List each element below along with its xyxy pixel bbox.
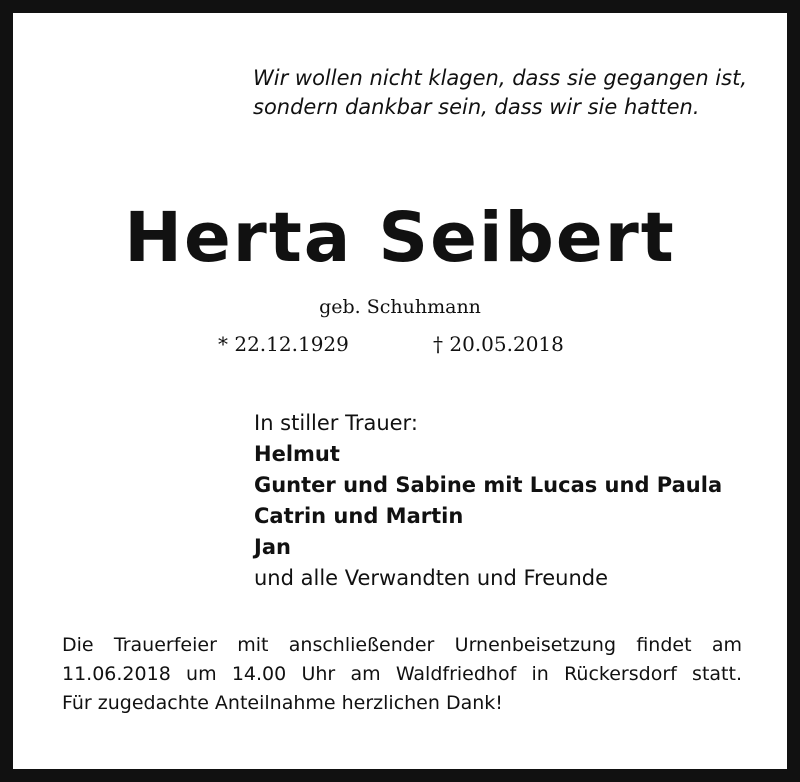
notice-line-2: 11.06.2018 um 14.00 Uhr am Waldfriedhof in Rückersdorf statt. <box>62 663 742 685</box>
motto-line-1: Wir wollen nicht klagen, dass sie gegangen ist, <box>253 66 747 90</box>
deceased-name: Herta Seibert <box>124 198 676 278</box>
birth-date: * 22.12.1929 <box>218 332 349 356</box>
motto-quote <box>253 64 747 122</box>
mourners-closing: und alle Verwandten und Freunde <box>254 566 609 590</box>
motto-line-2: sondern dankbar sein, dass wir sie hatten. <box>253 95 700 119</box>
mourner-name: Gunter und Sabine mit Lucas und Paula <box>254 473 723 497</box>
maiden-name: geb. Schuhmann <box>319 296 481 318</box>
mourner-name: Jan <box>254 535 291 559</box>
notice-line-1: Die Trauerfeier mit anschließender Urnenbeisetzung findet am <box>62 634 742 656</box>
funeral-notice <box>62 631 742 718</box>
notice-line-3: Für zugedachte Anteilnahme herzlichen Dank! <box>62 692 503 714</box>
death-date: † 20.05.2018 <box>433 332 564 356</box>
mourner-name: Helmut <box>254 442 340 466</box>
mourner-name: Catrin und Martin <box>254 504 464 528</box>
mourners-intro: In stiller Trauer: <box>254 411 418 435</box>
mourners-list <box>254 408 722 594</box>
